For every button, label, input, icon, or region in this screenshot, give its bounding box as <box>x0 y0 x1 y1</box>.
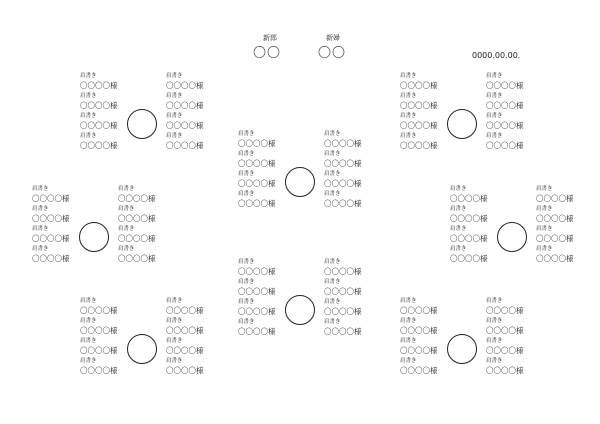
guest-entry <box>238 258 282 278</box>
guest-title: 肩書き <box>80 318 97 324</box>
guest-title: 肩書き <box>238 279 255 285</box>
guest-title: 肩書き <box>324 131 341 137</box>
guest-entry <box>32 245 76 265</box>
guest-entry <box>400 317 444 337</box>
guest-title: 肩書き <box>80 298 97 304</box>
guest-title: 肩書き <box>238 131 255 137</box>
guest-title: 肩書き <box>450 246 467 252</box>
guest-name: 〇〇〇〇様 <box>118 194 156 203</box>
table-circle <box>497 222 527 252</box>
guest-entry <box>486 317 530 337</box>
guest-title: 肩書き <box>166 93 183 99</box>
guest-entry <box>80 317 124 337</box>
guest-title: 肩書き <box>166 358 183 364</box>
guest-name: 〇〇〇〇様 <box>166 81 204 90</box>
guest-name: 〇〇〇〇様 <box>486 141 524 150</box>
guest-title: 肩書き <box>238 151 255 157</box>
guest-title: 肩書き <box>32 186 49 192</box>
guest-column-left <box>450 185 494 265</box>
guest-entry <box>32 185 76 205</box>
guest-title: 肩書き <box>450 186 467 192</box>
guest-title: 肩書き <box>166 113 183 119</box>
guest-name: 〇〇〇〇様 <box>166 366 204 375</box>
guest-column-left <box>32 185 76 265</box>
guest-name: 〇〇〇〇様 <box>32 214 70 223</box>
guest-title: 肩書き <box>166 133 183 139</box>
guest-entry <box>80 132 124 152</box>
guest-name: 〇〇〇〇様 <box>80 366 118 375</box>
guest-column-right <box>536 185 580 265</box>
table <box>32 185 192 295</box>
guest-name: 〇〇〇〇様 <box>80 346 118 355</box>
guest-entry <box>400 112 444 132</box>
guest-title: 肩書き <box>536 186 553 192</box>
guest-name: 〇〇〇〇様 <box>536 254 574 263</box>
guest-entry <box>324 298 368 318</box>
guest-title: 肩書き <box>118 206 135 212</box>
guest-title: 肩書き <box>486 298 503 304</box>
guest-name: 〇〇〇〇様 <box>400 306 438 315</box>
guest-title: 肩書き <box>536 226 553 232</box>
guest-entry <box>324 258 368 278</box>
guest-entry <box>166 357 210 377</box>
guest-title: 肩書き <box>118 186 135 192</box>
guest-entry <box>80 112 124 132</box>
guest-name: 〇〇〇〇様 <box>238 199 276 208</box>
guest-name: 〇〇〇〇様 <box>166 306 204 315</box>
groom-label: 新郎 <box>263 34 277 42</box>
guest-title: 肩書き <box>80 113 97 119</box>
guest-title: 肩書き <box>80 358 97 364</box>
guest-title: 肩書き <box>400 73 417 79</box>
guest-entry <box>166 337 210 357</box>
guest-entry <box>324 278 368 298</box>
guest-title: 肩書き <box>400 338 417 344</box>
guest-title: 肩書き <box>536 246 553 252</box>
guest-entry <box>166 112 210 132</box>
guest-entry <box>324 190 368 210</box>
guest-title: 肩書き <box>324 171 341 177</box>
guest-entry <box>400 337 444 357</box>
bride-label: 新婦 <box>326 34 340 42</box>
guest-name: 〇〇〇〇様 <box>486 326 524 335</box>
guest-entry <box>166 297 210 317</box>
guest-entry <box>324 170 368 190</box>
guest-title: 肩書き <box>486 73 503 79</box>
guest-title: 肩書き <box>400 298 417 304</box>
table-circle <box>285 167 315 197</box>
guest-name: 〇〇〇〇様 <box>486 121 524 130</box>
guest-title: 肩書き <box>32 206 49 212</box>
guest-name: 〇〇〇〇様 <box>166 101 204 110</box>
guest-name: 〇〇〇〇様 <box>324 267 362 276</box>
table <box>80 72 240 182</box>
event-date: 0000.00.00. <box>472 51 521 60</box>
guest-title: 肩書き <box>324 151 341 157</box>
guest-title: 肩書き <box>486 113 503 119</box>
guest-column-left <box>80 297 124 377</box>
guest-name: 〇〇〇〇様 <box>166 141 204 150</box>
guest-name: 〇〇〇〇様 <box>324 199 362 208</box>
guest-name: 〇〇〇〇様 <box>486 81 524 90</box>
guest-name: 〇〇〇〇様 <box>324 159 362 168</box>
guest-name: 〇〇〇〇様 <box>536 214 574 223</box>
guest-column-right <box>166 72 210 152</box>
guest-column-right <box>486 72 530 152</box>
guest-name: 〇〇〇〇様 <box>450 214 488 223</box>
guest-name: 〇〇〇〇様 <box>450 254 488 263</box>
guest-entry <box>118 185 162 205</box>
guest-title: 肩書き <box>324 279 341 285</box>
guest-title: 肩書き <box>486 318 503 324</box>
guest-title: 肩書き <box>238 299 255 305</box>
guest-entry <box>238 298 282 318</box>
guest-title: 肩書き <box>324 191 341 197</box>
guest-column-left <box>400 72 444 152</box>
guest-name: 〇〇〇〇様 <box>32 254 70 263</box>
guest-name: 〇〇〇〇様 <box>400 81 438 90</box>
guest-entry <box>486 357 530 377</box>
guest-entry <box>118 245 162 265</box>
guest-column-left <box>400 297 444 377</box>
guest-entry <box>80 72 124 92</box>
guest-title: 肩書き <box>536 206 553 212</box>
guest-entry <box>486 72 530 92</box>
guest-column-right <box>486 297 530 377</box>
guest-column-left <box>80 72 124 152</box>
guest-entry <box>486 132 530 152</box>
guest-entry <box>238 150 282 170</box>
guest-entry <box>400 92 444 112</box>
guest-title: 肩書き <box>118 246 135 252</box>
guest-entry <box>166 132 210 152</box>
guest-name: 〇〇〇〇様 <box>536 234 574 243</box>
guest-column-right <box>166 297 210 377</box>
guest-entry <box>536 205 580 225</box>
guest-name: 〇〇〇〇様 <box>324 179 362 188</box>
guest-title: 肩書き <box>80 133 97 139</box>
guest-entry <box>324 130 368 150</box>
table <box>450 185 600 295</box>
guest-entry <box>486 112 530 132</box>
guest-name: 〇〇〇〇様 <box>324 139 362 148</box>
guest-name: 〇〇〇〇様 <box>536 194 574 203</box>
guest-title: 肩書き <box>238 191 255 197</box>
guest-entry <box>324 318 368 338</box>
guest-entry <box>80 357 124 377</box>
guest-name: 〇〇〇〇様 <box>324 327 362 336</box>
guest-title: 肩書き <box>32 226 49 232</box>
guest-title: 肩書き <box>238 171 255 177</box>
guest-entry <box>486 297 530 317</box>
groom-name: 〇〇 <box>252 46 281 61</box>
guest-entry <box>536 245 580 265</box>
guest-title: 肩書き <box>324 299 341 305</box>
guest-entry <box>450 225 494 245</box>
guest-entry <box>450 185 494 205</box>
guest-entry <box>238 130 282 150</box>
guest-entry <box>32 225 76 245</box>
guest-title: 肩書き <box>118 226 135 232</box>
table <box>238 258 398 368</box>
guest-name: 〇〇〇〇様 <box>400 141 438 150</box>
guest-title: 肩書き <box>324 319 341 325</box>
guest-column-right <box>324 258 368 338</box>
guest-name: 〇〇〇〇様 <box>324 287 362 296</box>
guest-name: 〇〇〇〇様 <box>400 101 438 110</box>
guest-entry <box>486 337 530 357</box>
guest-name: 〇〇〇〇様 <box>80 121 118 130</box>
guest-name: 〇〇〇〇様 <box>80 81 118 90</box>
guest-title: 肩書き <box>324 259 341 265</box>
table-circle <box>127 109 157 139</box>
guest-title: 肩書き <box>400 358 417 364</box>
bride-name: 〇〇 <box>317 46 346 61</box>
guest-name: 〇〇〇〇様 <box>450 234 488 243</box>
guest-title: 肩書き <box>80 338 97 344</box>
guest-title: 肩書き <box>486 358 503 364</box>
guest-name: 〇〇〇〇様 <box>486 346 524 355</box>
guest-title: 肩書き <box>80 93 97 99</box>
guest-name: 〇〇〇〇様 <box>32 234 70 243</box>
guest-title: 肩書き <box>486 338 503 344</box>
table-circle <box>285 295 315 325</box>
guest-title: 肩書き <box>80 73 97 79</box>
guest-name: 〇〇〇〇様 <box>486 101 524 110</box>
guest-name: 〇〇〇〇様 <box>118 234 156 243</box>
guest-entry <box>118 205 162 225</box>
guest-column-left <box>238 130 282 210</box>
guest-title: 肩書き <box>166 338 183 344</box>
guest-entry <box>32 205 76 225</box>
guest-name: 〇〇〇〇様 <box>450 194 488 203</box>
guest-title: 肩書き <box>238 319 255 325</box>
guest-name: 〇〇〇〇様 <box>400 366 438 375</box>
guest-name: 〇〇〇〇様 <box>80 326 118 335</box>
guest-entry <box>400 132 444 152</box>
guest-entry <box>238 318 282 338</box>
guest-title: 肩書き <box>450 226 467 232</box>
guest-title: 肩書き <box>400 113 417 119</box>
guest-entry <box>166 72 210 92</box>
guest-name: 〇〇〇〇様 <box>166 121 204 130</box>
guest-title: 肩書き <box>166 298 183 304</box>
guest-name: 〇〇〇〇様 <box>166 346 204 355</box>
guest-name: 〇〇〇〇様 <box>80 141 118 150</box>
guest-title: 肩書き <box>166 318 183 324</box>
guest-name: 〇〇〇〇様 <box>238 179 276 188</box>
guest-entry <box>486 92 530 112</box>
guest-title: 肩書き <box>166 73 183 79</box>
guest-entry <box>166 317 210 337</box>
guest-entry <box>166 92 210 112</box>
guest-name: 〇〇〇〇様 <box>238 267 276 276</box>
guest-entry <box>238 170 282 190</box>
table <box>80 297 240 407</box>
guest-column-right <box>324 130 368 210</box>
guest-title: 肩書き <box>400 133 417 139</box>
guest-entry <box>238 190 282 210</box>
guest-name: 〇〇〇〇様 <box>238 307 276 316</box>
guest-name: 〇〇〇〇様 <box>400 346 438 355</box>
table-circle <box>447 109 477 139</box>
guest-entry <box>80 297 124 317</box>
guest-entry <box>80 92 124 112</box>
guest-title: 肩書き <box>400 93 417 99</box>
guest-title: 肩書き <box>486 133 503 139</box>
guest-name: 〇〇〇〇様 <box>400 326 438 335</box>
guest-entry <box>400 297 444 317</box>
guest-name: 〇〇〇〇様 <box>118 214 156 223</box>
guest-name: 〇〇〇〇様 <box>238 287 276 296</box>
guest-name: 〇〇〇〇様 <box>238 159 276 168</box>
guest-name: 〇〇〇〇様 <box>238 327 276 336</box>
guest-column-right <box>118 185 162 265</box>
guest-name: 〇〇〇〇様 <box>238 139 276 148</box>
guest-entry <box>118 225 162 245</box>
guest-entry <box>400 357 444 377</box>
guest-name: 〇〇〇〇様 <box>324 307 362 316</box>
table <box>400 297 560 407</box>
guest-column-left <box>238 258 282 338</box>
guest-title: 肩書き <box>238 259 255 265</box>
guest-name: 〇〇〇〇様 <box>486 366 524 375</box>
guest-title: 肩書き <box>450 206 467 212</box>
guest-name: 〇〇〇〇様 <box>80 101 118 110</box>
guest-title: 肩書き <box>32 246 49 252</box>
guest-entry <box>450 245 494 265</box>
table-circle <box>447 334 477 364</box>
guest-name: 〇〇〇〇様 <box>80 306 118 315</box>
guest-entry <box>536 185 580 205</box>
guest-name: 〇〇〇〇様 <box>400 121 438 130</box>
guest-entry <box>450 205 494 225</box>
table <box>238 130 398 240</box>
guest-entry <box>536 225 580 245</box>
table-circle <box>79 222 109 252</box>
guest-title: 肩書き <box>400 318 417 324</box>
guest-entry <box>324 150 368 170</box>
guest-entry <box>238 278 282 298</box>
guest-entry <box>80 337 124 357</box>
guest-entry <box>400 72 444 92</box>
guest-title: 肩書き <box>486 93 503 99</box>
guest-name: 〇〇〇〇様 <box>486 306 524 315</box>
guest-name: 〇〇〇〇様 <box>32 194 70 203</box>
guest-name: 〇〇〇〇様 <box>166 326 204 335</box>
table-circle <box>127 334 157 364</box>
table <box>400 72 560 182</box>
guest-name: 〇〇〇〇様 <box>118 254 156 263</box>
